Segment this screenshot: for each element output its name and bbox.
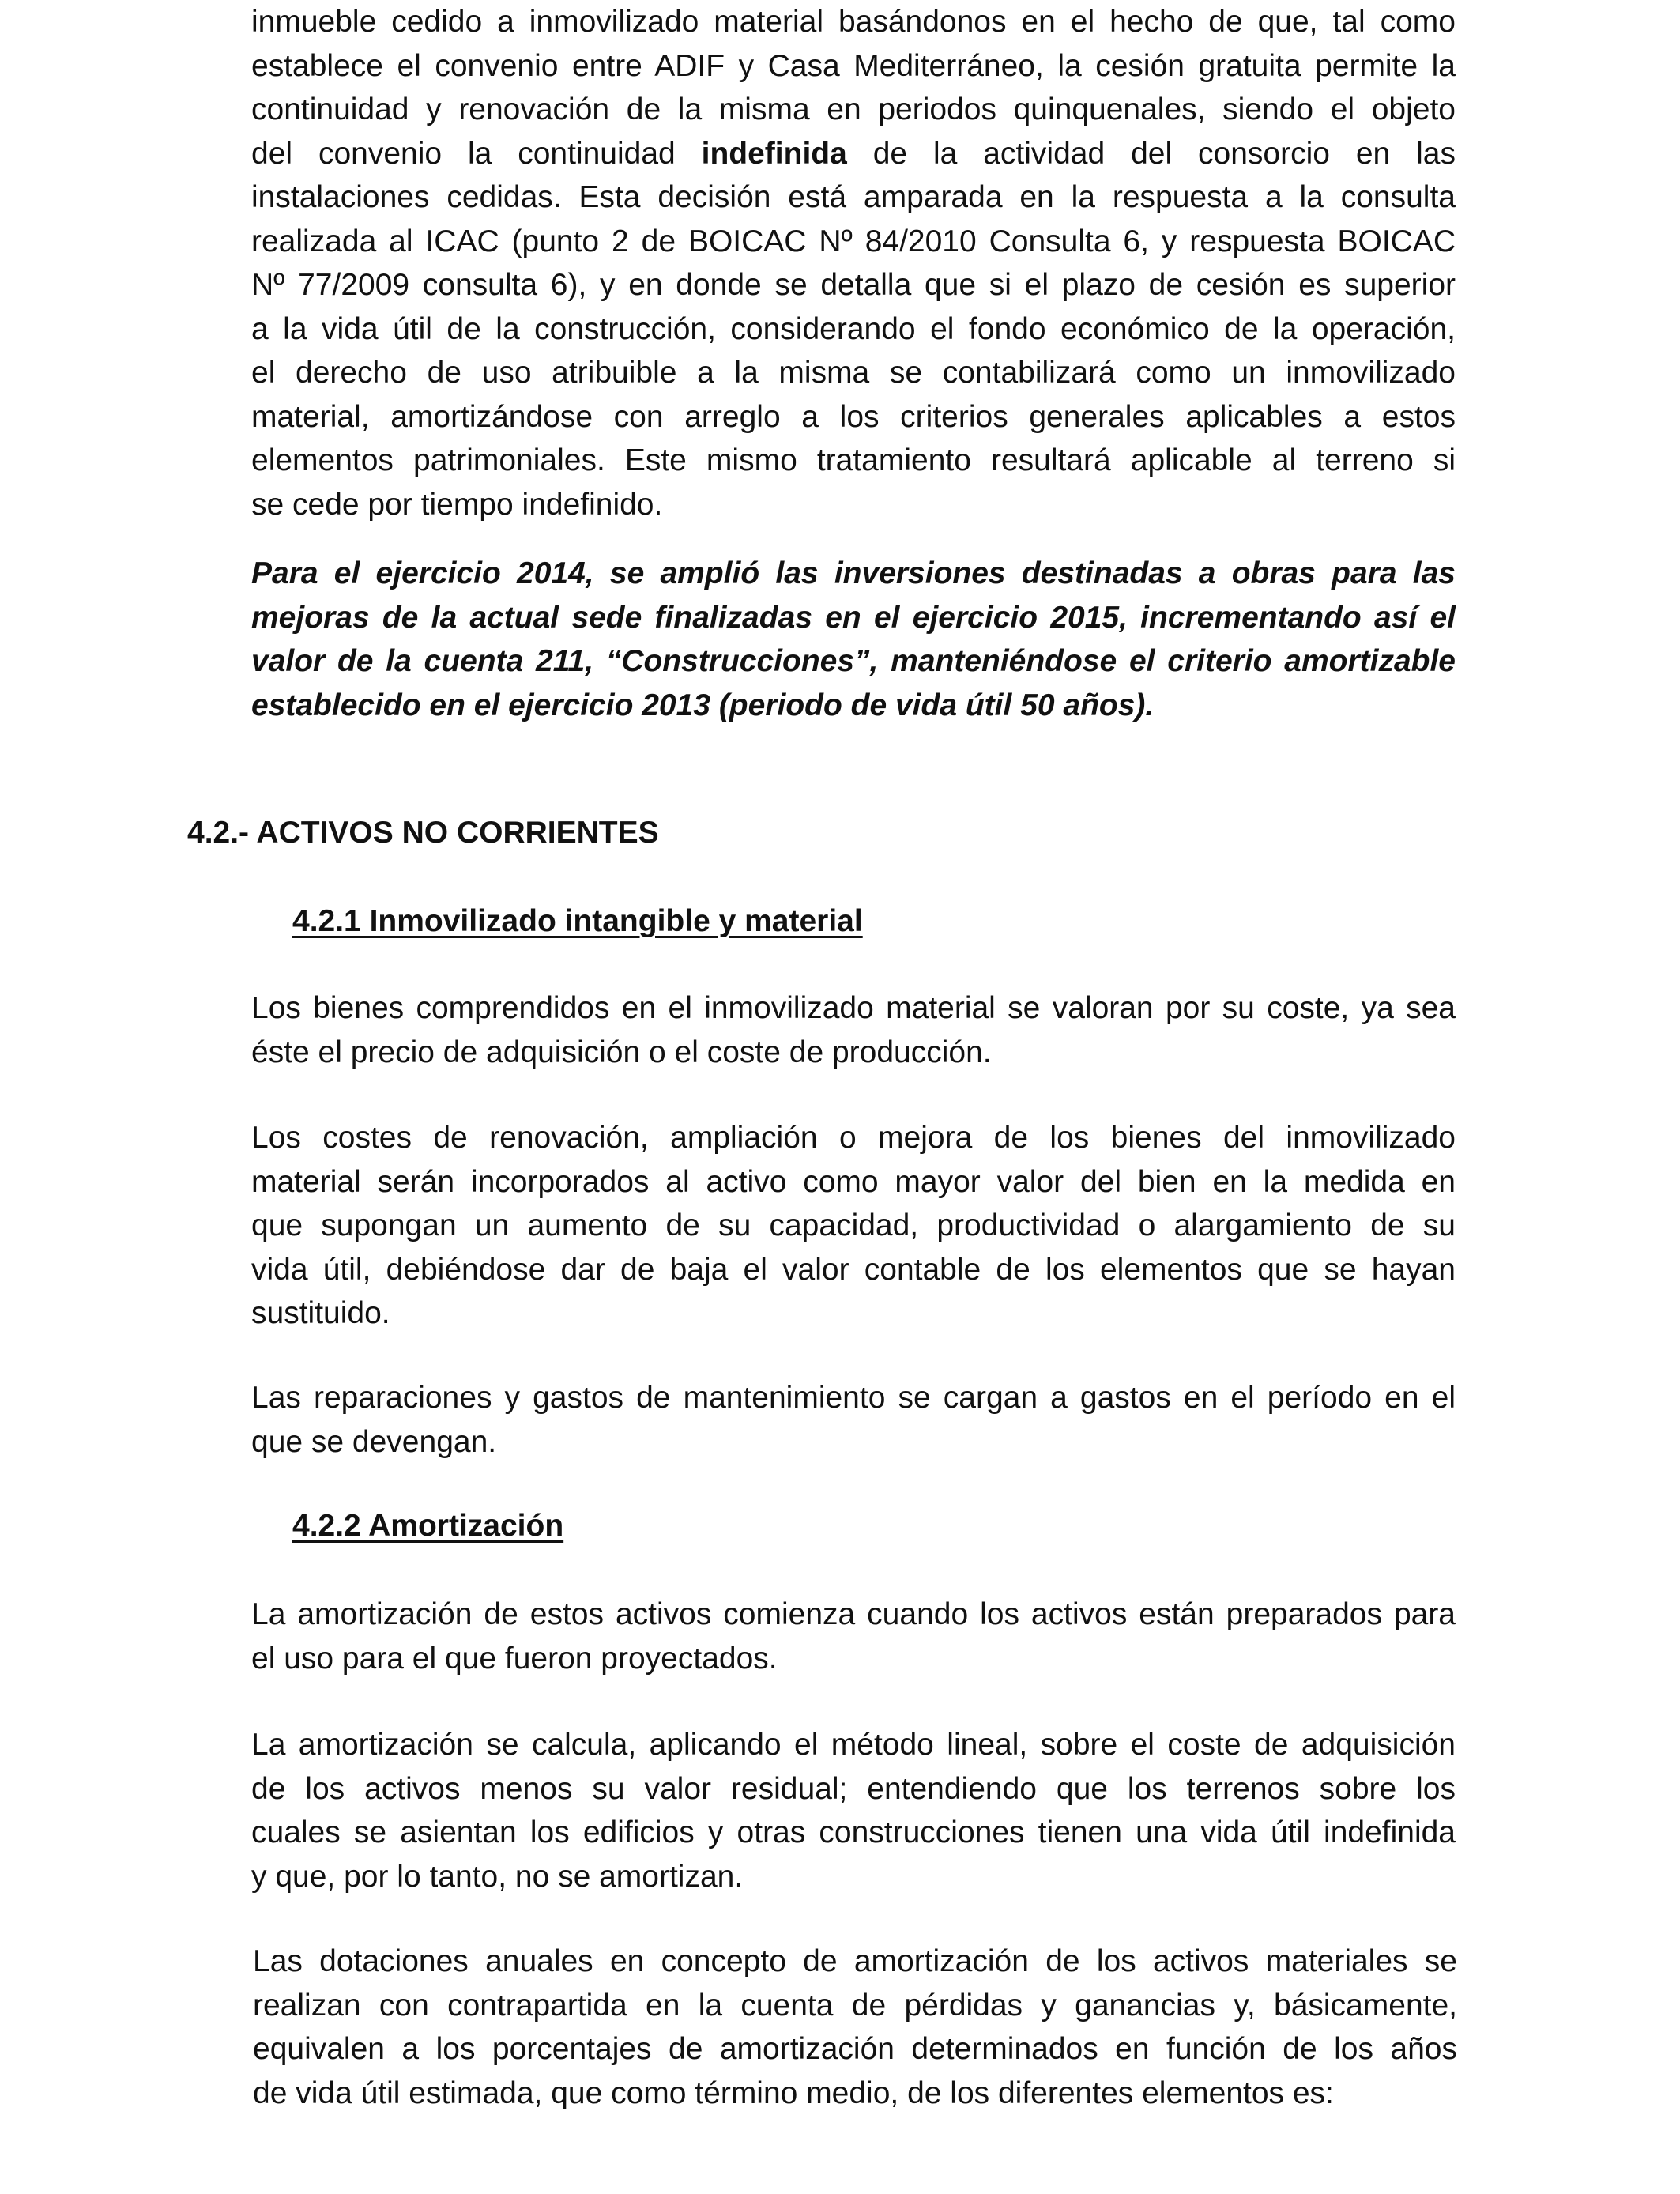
text-line: de vida útil estimada, que como término medio, de los diferentes elementos es:	[253, 2075, 1334, 2110]
text-line: Nº 77/2009 consulta 6), y en donde se detalla que si el plazo de cesión es superior	[251, 268, 1456, 302]
text-line: valor de la cuenta 211, “Construcciones”, manteniéndose el criterio amortizable	[251, 644, 1456, 678]
text-line: mejoras de la actual sede finalizadas en el ejercicio 2015, incrementando así el	[251, 600, 1456, 635]
text-line: Las reparaciones y gastos de mantenimiento se cargan a gastos en el período en el	[251, 1381, 1456, 1415]
text-line: el derecho de uso atribuible a la misma se contabilizará como un inmovilizado	[251, 356, 1456, 390]
text-line: cuales se asientan los edificios y otras construcciones tienen una vida útil indefinida	[251, 1815, 1456, 1849]
text-line: equivalen a los porcentajes de amortización determinados en función de los años	[253, 2032, 1457, 2066]
text-line: elementos patrimoniales. Este mismo tratamiento resultará aplicable al terreno si	[251, 443, 1456, 477]
text-line: realizada al ICAC (punto 2 de BOICAC Nº 84/2010 Consulta 6, y respuesta BOICAC	[251, 224, 1456, 258]
text-line: La amortización de estos activos comienza cuando los activos están preparados para	[251, 1597, 1456, 1631]
paragraph-bienes-comprendidos	[251, 986, 1456, 1074]
paragraph-reparaciones	[251, 1376, 1456, 1464]
subheading-amortizacion: 4.2.2 Amortización	[292, 1509, 564, 1543]
section-heading-activos-no-corrientes: 4.2.- ACTIVOS NO CORRIENTES	[187, 816, 659, 850]
text-line: vida útil, debiéndose dar de baja el valor contable de los elementos que se hayan	[251, 1252, 1456, 1287]
text-line: inmueble cedido a inmovilizado material basándonos en el hecho de que, tal como	[251, 5, 1456, 39]
text-fragment: de la actividad del consorcio en las	[872, 136, 1456, 171]
paragraph-metodo-lineal	[251, 1723, 1456, 1898]
text-line: establece el convenio entre ADIF y Casa Mediterráneo, la cesión gratuita permite la	[251, 48, 1456, 83]
text-line: sustituido.	[251, 1296, 390, 1330]
text-line: a la vida útil de la construcción, considerando el fondo económico de la operación,	[251, 311, 1456, 346]
text-line: que se devengan.	[251, 1424, 497, 1459]
text-line: La amortización se calcula, aplicando el método lineal, sobre el coste de adquisición	[251, 1728, 1456, 1762]
subheading-inmovilizado: 4.2.1 Inmovilizado intangible y material	[292, 904, 863, 938]
text-line: el uso para el que fueron proyectados.	[251, 1641, 778, 1676]
text-line: material, amortizándose con arreglo a los criterios generales aplicables a estos	[251, 399, 1456, 434]
paragraph-ejercicio-2014	[251, 552, 1456, 727]
text-line: Los costes de renovación, ampliación o mejora de los bienes del inmovilizado	[251, 1121, 1456, 1155]
text-line-with-bold	[251, 132, 1456, 176]
text-line: y que, por lo tanto, no se amortizan.	[251, 1859, 744, 1894]
text-line: continuidad y renovación de la misma en periodos quinquenales, siendo el objeto	[251, 92, 1456, 126]
paragraph-dotaciones-anuales	[253, 1940, 1457, 2115]
text-line: se cede por tiempo indefinido.	[251, 487, 663, 522]
text-line: Las dotaciones anuales en concepto de amortización de los activos materiales se	[253, 1944, 1457, 1978]
text-line: instalaciones cedidas. Esta decisión está amparada en la respuesta a la consulta	[251, 180, 1456, 214]
text-line: Los bienes comprendidos en el inmovilizado material se valoran por su coste, ya sea	[251, 991, 1456, 1025]
text-fragment: del convenio la continuidad	[251, 136, 676, 171]
text-line: realizan con contrapartida en la cuenta de pérdidas y ganancias y, básicamente,	[253, 1988, 1457, 2022]
paragraph-costes-renovacion	[251, 1116, 1456, 1336]
text-line: material serán incorporados al activo como mayor valor del bien en la medida en	[251, 1164, 1456, 1199]
text-line: Para el ejercicio 2014, se amplió las inversiones destinadas a obras para las	[251, 556, 1456, 590]
text-line: establecido en el ejercicio 2013 (periodo de vida útil 50 años).	[251, 688, 1155, 722]
text-line: de los activos menos su valor residual; entendiendo que los terrenos sobre los	[251, 1771, 1456, 1806]
text-line: éste el precio de adquisición o el coste de producción.	[251, 1035, 992, 1069]
paragraph-amortizacion-comienza	[251, 1593, 1456, 1680]
text-line: que supongan un aumento de su capacidad, productividad o alargamiento de su	[251, 1208, 1456, 1242]
bold-word-indefinida: indefinida	[701, 136, 847, 171]
paragraph-cesion-inmueble	[251, 0, 1456, 526]
